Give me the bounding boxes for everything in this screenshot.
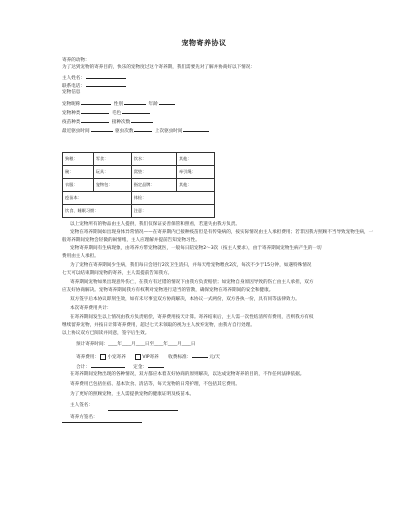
table-row <box>63 192 215 205</box>
pet-gender-label: 性别 <box>113 102 124 107</box>
paragraph: 继续留养宠物，并按日计算寄养费用，超过七天未领取的视为主人放弃宠物，由我方自行处理。 <box>62 323 255 328</box>
table-row <box>63 166 215 179</box>
table-cell: 疫苗本： <box>63 192 132 205</box>
owner-phone-row <box>62 81 127 90</box>
deworm-row <box>62 126 210 135</box>
paragraph: 般寄养期间宠物会轻微的闹情绪，主人应理解并提前告知宠物习性。 <box>62 238 200 243</box>
table-cell: 狗粮： <box>63 153 94 166</box>
owner-signature-line[interactable] <box>108 410 178 411</box>
paragraph: 本次寄养费用共计： <box>70 306 112 311</box>
vip-checkbox[interactable] <box>135 354 141 360</box>
pet-name-label: 宠物昵称 <box>62 102 81 107</box>
fee-rate-label: 收费标准： <box>168 355 192 360</box>
vaccine-label: 疫苗种类 <box>62 120 81 125</box>
table-cell: 零食： <box>93 153 131 166</box>
small-pet-option: 小宠寄养 <box>107 355 126 360</box>
pet-gender-field[interactable] <box>124 99 146 105</box>
deworm-count-label: 驱虫次数 <box>115 129 134 134</box>
pet-breed-field[interactable] <box>81 108 109 114</box>
table-cell: 衣服： <box>63 179 94 192</box>
caretaker-signature-label: 寄养方签名： <box>70 415 98 420</box>
paragraph: 寄养期间宠物如果出现意外伤亡，在我方有过错的情况下由我方负责赔偿；如宠物自身原因导致的伤亡由主人承担，双方 <box>70 280 314 285</box>
table-cell: 饮水： <box>131 153 176 166</box>
dates-line: 预计寄养时间：____年____月____日至____年____月____日 <box>76 342 196 347</box>
small-pet-checkbox[interactable] <box>100 354 106 360</box>
paragraph: 应友好协商解决。宠物寄养期间我方有权利对宠物进行适当的管教，确保宠物在寄养期间的安全和健康。 <box>62 288 274 293</box>
paragraph: 以上宠物所有的物品由主人提供，我们仅保证妥善保管和照看，若遗失由我方负责。 <box>70 222 240 227</box>
table-cell: 碗： <box>63 166 94 179</box>
pet-breed-row <box>62 108 151 117</box>
table-cell: 宠物包： <box>93 179 131 192</box>
fee-rate-field[interactable] <box>192 352 208 358</box>
table-cell: 玩具： <box>93 166 131 179</box>
vaccine-count-label: 接种次数 <box>111 120 131 125</box>
fee-row <box>76 352 220 361</box>
owner-signature-label: 主人签名： <box>70 403 93 408</box>
table-cell: 注意： <box>131 205 214 218</box>
pet-color-label: 毛色 <box>111 111 122 116</box>
fee-label: 寄养费用： <box>76 355 99 360</box>
fee-rate-unit: 元/天 <box>209 355 220 360</box>
closing-paragraph: 为了更好的照顾宠物，主人需提供宠物的健康证明及疫苗本。 <box>70 392 195 397</box>
paragraph: 双方签字后本协议即刻生效，如有未尽事宜双方协商解决，本协议一式两份，双方各执一份，具有同等法律效力。 <box>70 297 300 302</box>
owner-phone-field[interactable] <box>86 81 126 87</box>
document-title: 宠物寄养协议 <box>181 39 227 47</box>
pet-section-label: 宠物信息 <box>62 90 81 95</box>
deworm-count-field[interactable] <box>134 126 152 132</box>
closing-paragraph: 在寄养期间宠物出现的各种情况，双方都应本着友好协商的原则解决，以达成宠物寄养的目的，不作任何法律依据。 <box>70 372 305 377</box>
deworm-label: 最近驱虫时间 <box>62 129 90 134</box>
table-cell: 饮食、睡眠习惯： <box>63 205 132 218</box>
paragraph: 为了宠物在寄养期间少生病，我们每日会进行2次卫生清扫，并每天给宠物喂食2次，每次不少于15分钟，如遇特殊情况 <box>70 263 312 268</box>
deworm-field[interactable] <box>91 126 113 132</box>
table-row <box>63 179 215 192</box>
vaccine-count-field[interactable] <box>131 117 153 123</box>
total-field[interactable] <box>91 362 125 368</box>
caretaker-signature-line[interactable] <box>62 422 142 423</box>
table-row <box>63 205 215 218</box>
vaccine-row <box>62 117 154 126</box>
owner-name-label: 主人姓名： <box>62 76 85 81</box>
pet-color-field[interactable] <box>122 108 150 114</box>
pet-age-field[interactable] <box>159 99 175 105</box>
pet-name-field[interactable] <box>81 99 111 105</box>
paragraph: 在寄养期间发生以上情况由我方负责赔偿，寄养费用按天计算。寄养结束后，主人需一次性结清所有费用，否则我方有权 <box>70 315 314 320</box>
pet-heading: 寄养的动物： <box>62 58 90 63</box>
paragraph: 宠物寄养期间有生病现象，由寄养方带宠物就医，一般每日陪宠物2～3次（按主人要求），由于寄养期间宠物生病产生的一切 <box>70 246 322 251</box>
table-cell: 体检： <box>131 192 214 205</box>
intro-text: 为了达到宠物的寄养目的，快乐的宠物度过这个寄养期，我们需要先对了解并协商好以下情况： <box>62 65 255 70</box>
table-cell: 指定品牌： <box>131 179 176 192</box>
table-row <box>63 153 215 166</box>
last-deworm-field[interactable] <box>183 126 209 132</box>
deposit-field[interactable] <box>148 362 164 368</box>
pet-name-row <box>62 99 176 108</box>
deposit-label: 定金： <box>133 365 148 370</box>
paragraph: 七天可以结束期间宠物的寄养，主人需提前告知我方。 <box>62 271 173 276</box>
closing-paragraph: 寄养费用已包括住宿、基本饮食、清洁等，每天宠物的日常护理，不包括其它费用。 <box>70 382 240 387</box>
pet-breed-label: 宠物种类 <box>62 111 81 116</box>
table-cell: 牵引绳： <box>176 166 214 179</box>
paragraph: 费用由主人承担。 <box>62 254 99 259</box>
vaccine-field[interactable] <box>81 117 109 123</box>
paragraph: 宠物在寄养期间如出现身体异常情况——在寄养期内已接种疫苗但是有传染病的，按实际情况由主人承担费用；若非因我方照顾不当导致宠物生病，一 <box>70 230 374 235</box>
total-label: 合计： <box>76 365 90 370</box>
paragraph: 以上协议双方已阅读并同意，签字后生效。 <box>62 331 150 336</box>
owner-phone-label: 联系电话： <box>62 84 85 89</box>
table-cell: 其他： <box>176 179 214 192</box>
vip-option: VIP寄养 <box>142 355 159 360</box>
total-row <box>76 362 165 371</box>
last-deworm-label: 上次驱虫时间 <box>154 129 183 134</box>
owner-name-field[interactable] <box>86 73 126 79</box>
pet-items-table <box>62 152 215 218</box>
table-cell: 其他： <box>176 153 214 166</box>
pet-age-label: 年龄 <box>148 102 158 107</box>
table-cell: 窝垫： <box>131 166 176 179</box>
